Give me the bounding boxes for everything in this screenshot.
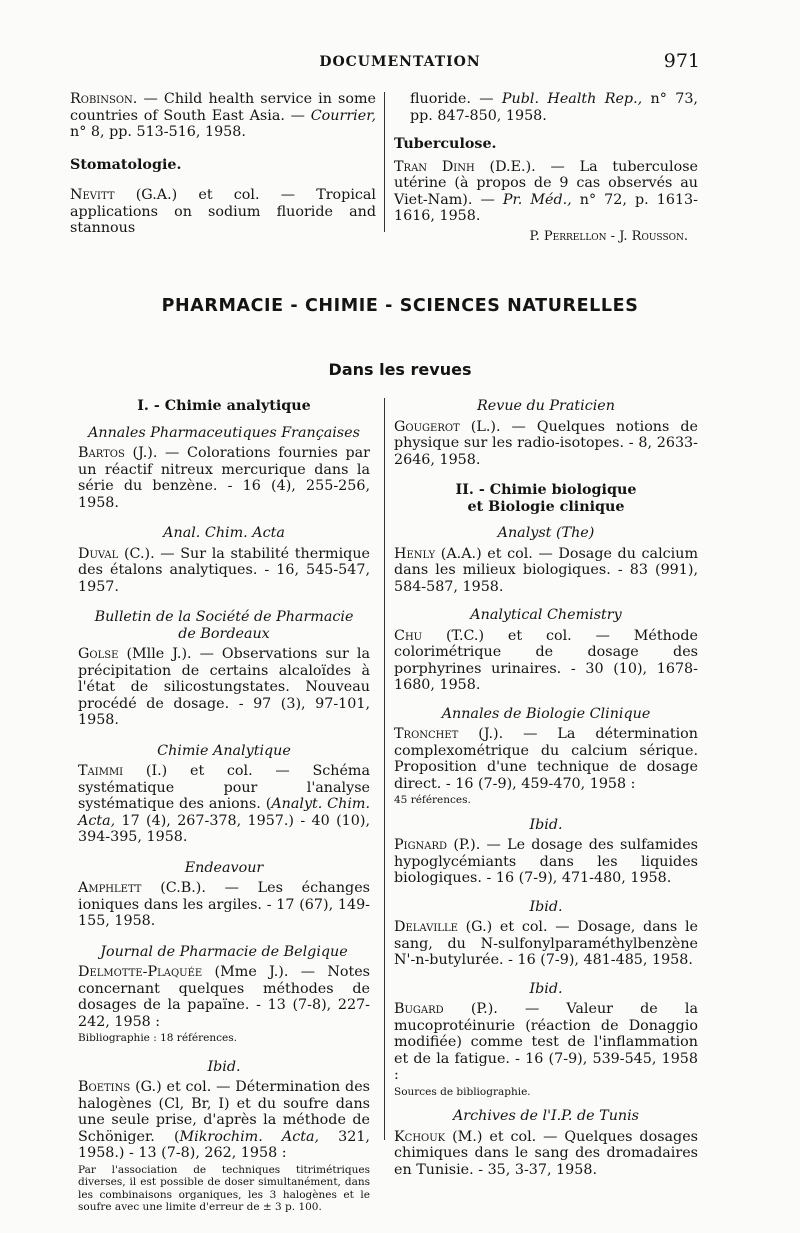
entry-bugard: Bugard (P.). — Valeur de la mucoprotéinurie (réaction de Donaggio modifiée) comme test de l'inflammation et de la fatigue. - 16 (7-9), 539-545, 1958 : bbox=[394, 1001, 698, 1083]
entry-robinson: Robinson. — Child health service in some countries of South East Asia. — Courrier, n° 8, pp. 513-516, 1958. bbox=[70, 91, 376, 140]
journal-ibid-2: Ibid. bbox=[529, 898, 563, 915]
section-sub-title: Dans les revues bbox=[328, 360, 472, 379]
section-chimie-biologique: II. - Chimie biologique et Biologie clinique bbox=[455, 482, 637, 515]
entry-amphlett: Amphlett (C.B.). — Les échanges ioniques dans les argiles. - 17 (67), 149-155, 1958. bbox=[78, 880, 370, 929]
main-left-column bbox=[78, 398, 370, 1214]
heading-stomatologie: Stomatologie. bbox=[70, 156, 182, 173]
column-divider-top bbox=[384, 92, 385, 232]
journal-chimie-analytique: Chimie Analytique bbox=[157, 742, 291, 759]
entry-henly: Henly (A.A.) et col. — Dosage du calcium dans les milieux biologiques. - 83 (991), 584-587, 1958. bbox=[394, 545, 698, 595]
section-chimie-analytique: I. - Chimie analytique bbox=[137, 398, 311, 414]
journal-endeavour: Endeavour bbox=[184, 859, 264, 876]
journal-ibid-3: Ibid. bbox=[529, 980, 563, 997]
note-bibliographie: Bibliographie : 18 références. bbox=[78, 1032, 237, 1044]
entry-chu: Chu (T.C.) et col. — Méthode colorimétrique de dosage des porphyrines urinaires. - 30 (10), 1678-1680, 1958. bbox=[394, 627, 698, 693]
journal-analyst: Analyst (The) bbox=[497, 525, 595, 541]
main-right-column bbox=[394, 398, 698, 1178]
signature: P. Perrellon - J. Rousson. bbox=[529, 228, 688, 244]
entry-nevitt: Nevitt (G.A.) et col. — Tropical applications on sodium fluoride and stannous bbox=[70, 187, 376, 236]
entry-boetins: Boetins (G.) et col. — Détermination des halogènes (Cl, Br, I) et du soufre dans une seule prise, d'après la méthode de Schöniger. (Mikrochim. Acta, 321, 1958.) - 13 (7-8), 262, 1958 : bbox=[78, 1079, 370, 1161]
top-left-column bbox=[70, 91, 376, 237]
top-right-column bbox=[394, 91, 698, 245]
entry-tran-dinh: Tran Dinh (D.E.). — La tuberculose utérine (à propos de 9 cas observés au Viet-Nam). — Pr. Méd., n° 72, p. 1613-1616, 1958. bbox=[394, 158, 698, 224]
entry-tronchet: Tronchet (J.). — La détermination complexométrique du calcium sérique. Proposition d'une technique de dosage direct. - 16 (7-9), 459-470, 1958 : bbox=[394, 726, 698, 792]
journal-bulletin-bordeaux: Bulletin de la Société de Pharmacie de Bordeaux bbox=[94, 609, 354, 642]
note-references: 45 références. bbox=[394, 794, 471, 806]
entry-fluoride-continued: fluoride. — Publ. Health Rep., n° 73, pp. 847-850, 1958. bbox=[410, 91, 698, 124]
entry-kchouk: Kchouk (M.) et col. — Quelques dosages chimiques dans le sang des dromadaires en Tunisie. - 35, 3-37, 1958. bbox=[394, 1128, 698, 1178]
section-main-title: PHARMACIE - CHIMIE - SCIENCES NATURELLES bbox=[161, 296, 639, 316]
journal-anal-chim-acta: Anal. Chim. Acta bbox=[163, 525, 285, 541]
note-sources: Sources de bibliographie. bbox=[394, 1085, 531, 1098]
journal-ibid: Ibid. bbox=[207, 1058, 241, 1075]
note-boetins: Par l'association de techniques titrimétriques diverses, il est possible de doser simultanément, dans les combinaisons organiques, les 3 halogènes et le soufre avec une limite d'erreur de ± 3 p. 100. bbox=[78, 1163, 370, 1213]
column-divider-main bbox=[384, 398, 385, 1140]
journal-ibid-1: Ibid. bbox=[529, 816, 563, 833]
entry-delmotte: Delmotte-Plaquée (Mme J.). — Notes concernant quelques méthodes de dosages de la papaïne. - 13 (7-8), 227-242, 1958 : bbox=[78, 964, 370, 1030]
entry-golse: Golse (Mlle J.). — Observations sur la précipitation de certains alcaloïdes à l'état de silicostungstates. Nouveau procédé de dosage. - 97 (3), 97-101, 1958. bbox=[78, 646, 370, 728]
entry-bartos: Bartos (J.). — Colorations fournies par un réactif nitreux mercurique dans la série du benzène. - 16 (4), 255-256, 1958. bbox=[78, 445, 370, 511]
journal-annales-biologie: Annales de Biologie Clinique bbox=[441, 705, 651, 722]
journal-archives-tunis: Archives de l'I.P. de Tunis bbox=[452, 1108, 640, 1124]
entry-delaville: Delaville (G.) et col. — Dosage, dans le sang, du N-sulfonylparaméthylbenzène N'-n-butylurée. - 16 (7-9), 481-485, 1958. bbox=[394, 919, 698, 968]
heading-tuberculose: Tuberculose. bbox=[394, 136, 497, 152]
running-header: DOCUMENTATION bbox=[319, 54, 481, 70]
journal-analytical-chemistry: Analytical Chemistry bbox=[470, 607, 622, 623]
page-number: 971 bbox=[663, 50, 700, 72]
entry-taimmi: Taimmi (I.) et col. — Schéma systématique pour l'analyse systématique des anions. (Analyt. Chim. Acta, 17 (4), 267-378, 1957.) - 40 (10), 394-395, 1958. bbox=[78, 763, 370, 845]
journal-revue-praticien: Revue du Praticien bbox=[477, 398, 615, 414]
entry-duval: Duval (C.). — Sur la stabilité thermique des étalons analytiques. - 16, 545-547, 1957. bbox=[78, 545, 370, 595]
entry-gougerot: Gougerot (L.). — Quelques notions de physique sur les radio-isotopes. - 8, 2633-2646, 1958. bbox=[394, 418, 698, 468]
journal-annales-pharma: Annales Pharmaceutiques Françaises bbox=[88, 424, 360, 441]
journal-pharmacie-belgique: Journal de Pharmacie de Belgique bbox=[100, 943, 348, 960]
entry-pignard: Pignard (P.). — Le dosage des sulfamides hypoglycémiants dans les liquides biologiques. - 16 (7-9), 471-480, 1958. bbox=[394, 837, 698, 886]
